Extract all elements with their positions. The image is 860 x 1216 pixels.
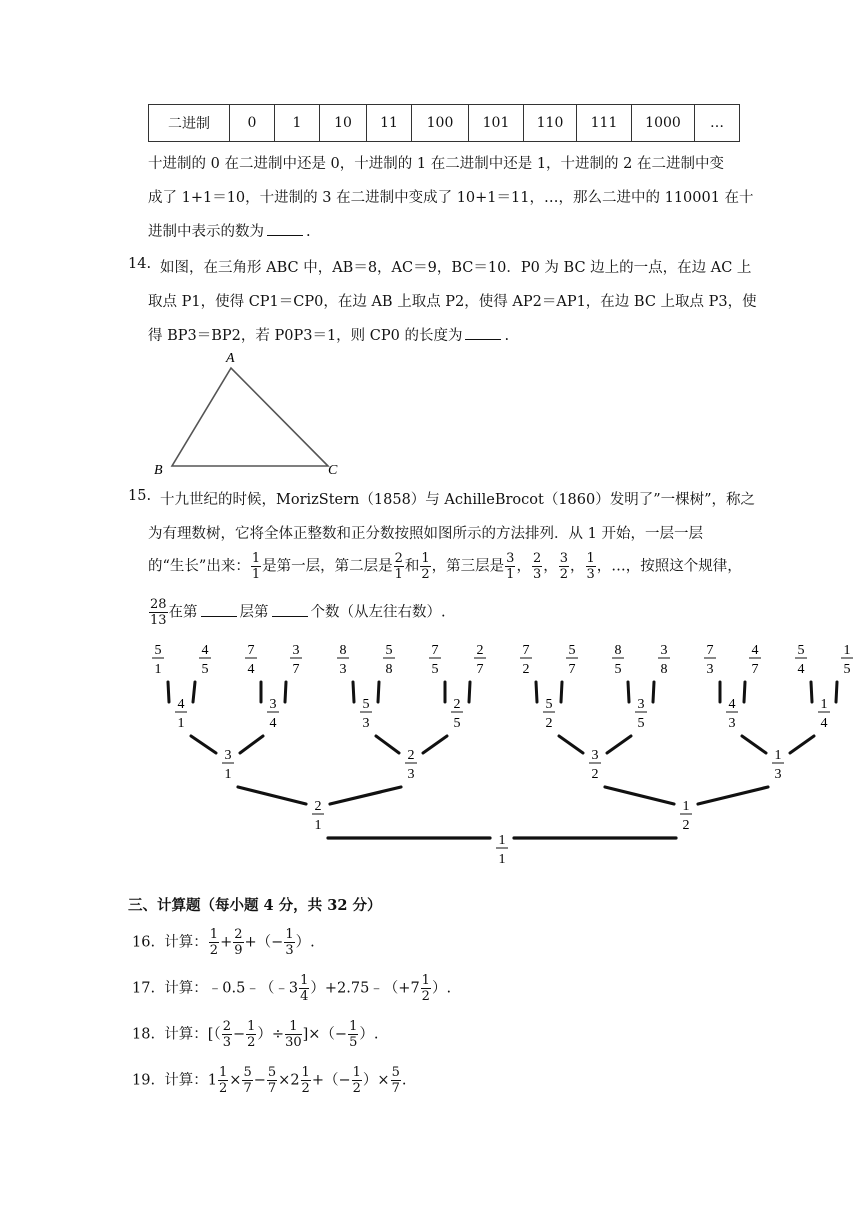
tree-node: [383, 643, 395, 677]
tree-numerator: 2: [476, 643, 484, 658]
tree-node: [795, 643, 807, 677]
tree-numerator: 4: [201, 643, 209, 658]
fraction: $\frac{1}{4}$: [300, 973, 309, 1004]
tree-numerator: 3: [637, 697, 645, 712]
tree-edge: [790, 736, 814, 753]
tree-node: [841, 643, 853, 677]
q17-label: 计算：: [164, 980, 208, 997]
tree-numerator: 3: [591, 748, 599, 763]
q17-tail: ）.: [431, 980, 452, 997]
answer-blank: [201, 616, 237, 617]
tree-edge: [240, 736, 263, 753]
q15-line1: 十九世纪的时候，MorizStern（1858）与 AchilleBrocot（1860）发明了”一棵树”，称之: [160, 492, 756, 508]
tree-denominator: 8: [385, 662, 393, 677]
tree-denominator: 2: [545, 716, 553, 731]
q16: 16. 计算： $\frac{1}{2}$ + $\frac{2}{9}$ +（− $\frac{1}{3}$ ）.: [132, 927, 315, 958]
q18-part: [（: [207, 1026, 221, 1043]
tree-edge: [353, 682, 354, 702]
q15-line4: [148, 598, 446, 627]
tree-node: [635, 697, 647, 731]
section-title: 三、计算题（每小题 4 分，共 32 分）: [128, 897, 382, 914]
tree-node: [589, 748, 601, 782]
tree-numerator: 5: [154, 643, 162, 658]
q13-line3-end: .: [306, 224, 311, 240]
q13-line2: 成了 1+1＝10，十进制的 3 在二进制中变成了 10+1＝11，…，那么二进中的 110001 在十: [148, 190, 754, 206]
fraction: $\frac{1}{2}$: [247, 1019, 256, 1050]
tree-numerator: 7: [247, 643, 255, 658]
tree-node: [312, 799, 324, 833]
fraction: $\frac{5}{7}$: [267, 1065, 277, 1096]
fraction: $\frac{5}{7}$: [391, 1065, 400, 1096]
tree-node: [222, 748, 234, 782]
fraction: $\frac{5}{7}$: [243, 1065, 252, 1096]
tree-node: [726, 697, 738, 731]
tree-edge: [605, 787, 674, 804]
q15-number: 15.: [128, 488, 152, 504]
tree-node: [405, 748, 417, 782]
tree-node: [451, 697, 463, 731]
tree-node: [474, 643, 486, 677]
q14-line3: [148, 324, 509, 345]
tree-denominator: 4: [269, 716, 277, 731]
q19-label: 计算：: [164, 1072, 208, 1089]
tree-edge: [536, 682, 537, 702]
tree-denominator: 7: [751, 662, 759, 677]
tree-edge: [423, 736, 447, 753]
triangle-abc: [172, 368, 328, 466]
tree-node: [245, 643, 257, 677]
q17-number: 17.: [132, 980, 156, 997]
q15-text: 是第一层，第二层是: [262, 558, 393, 575]
tree-denominator: 5: [201, 662, 209, 677]
fraction: $\frac{3}{1}$: [506, 551, 515, 582]
tree-denominator: 3: [362, 716, 370, 731]
tree-node: [566, 643, 578, 677]
q14-line3-text: 得 BP3＝BP2，若 P0P3＝1，则 CP0 的长度为: [148, 328, 463, 344]
tree-numerator: 1: [774, 748, 782, 763]
fraction: $\frac{1}{5}$: [349, 1019, 358, 1050]
table-cell: 1000: [632, 105, 695, 142]
q15-text: 个数（从左往右数）.: [310, 604, 446, 621]
binary-table: [148, 104, 740, 142]
tree-numerator: 1: [498, 833, 506, 848]
tree-denominator: 4: [797, 662, 805, 677]
tree-numerator: 5: [797, 643, 805, 658]
tree-node: [772, 748, 784, 782]
tree-node: [520, 643, 532, 677]
tree-edge: [811, 682, 812, 702]
vertex-label-c: C: [328, 463, 338, 478]
tree-denominator: 5: [614, 662, 622, 677]
tree-numerator: 2: [453, 697, 461, 712]
q19-tail: .: [401, 1072, 407, 1089]
tree-edge: [330, 787, 401, 804]
tree-edge: [836, 682, 837, 702]
tree-numerator: 3: [660, 643, 668, 658]
q13-line3: [148, 220, 311, 241]
triangle-figure: [140, 348, 360, 478]
tree-numerator: 5: [362, 697, 370, 712]
q15-text: 在第: [168, 604, 198, 621]
tree-node: [429, 643, 441, 677]
tree-node: [175, 697, 187, 731]
q19: 19. 计算：1 $\frac{1}{2}$ × $\frac{5}{7}$ − $\frac{5}{7}$ ×2 $\frac{1}{2}$ +（− $\frac{1}{2}$ ）× $\frac{5}{7}$ .: [132, 1065, 407, 1096]
q16-number: 16.: [132, 934, 156, 951]
answer-blank: [465, 339, 501, 340]
tree-denominator: 4: [820, 716, 828, 731]
fraction: $\frac{3}{2}$: [559, 551, 569, 582]
fraction: $\frac{1}{2}$: [352, 1065, 361, 1096]
fraction: $\frac{1}{2}$: [209, 927, 219, 958]
tree-denominator: 3: [407, 767, 415, 782]
tree-numerator: 1: [820, 697, 828, 712]
tree-denominator: 4: [247, 662, 255, 677]
tree-numerator: 1: [682, 799, 690, 814]
tree-edge: [742, 736, 766, 753]
tree-numerator: 5: [568, 643, 576, 658]
table-cell: 0: [230, 105, 275, 142]
table-cell: 10: [320, 105, 367, 142]
tree-denominator: 7: [476, 662, 484, 677]
tree-edge: [698, 787, 768, 804]
q15-text: ，…，按照这个规律，: [596, 558, 742, 575]
tree-node: [612, 643, 624, 677]
tree-denominator: 1: [224, 767, 232, 782]
tree-numerator: 7: [522, 643, 530, 658]
fraction: $\frac{1}{2}$: [421, 973, 430, 1004]
tree-numerator: 4: [751, 643, 759, 658]
fraction-target: $\frac{28}{13}$: [150, 597, 167, 628]
q13-line3-text: 进制中表示的数为: [148, 224, 264, 240]
tree-denominator: 1: [154, 662, 162, 677]
tree-numerator: 2: [407, 748, 415, 763]
tree-denominator: 5: [453, 716, 461, 731]
q17-expr: ﹣0.5﹣（﹣3: [207, 980, 299, 997]
tree-node: [267, 697, 279, 731]
q15-line2: 为有理数树，它将全体正整数和正分数按照如图所示的方法排列．从 1 开始，一层一层: [148, 526, 703, 542]
vertex-label-a: A: [226, 351, 235, 366]
q19-number: 19.: [132, 1072, 156, 1089]
fraction: $\frac{2}{3}$: [532, 551, 542, 582]
fraction: $\frac{1}{3}$: [586, 551, 595, 582]
q18-number: 18.: [132, 1026, 156, 1043]
tree-denominator: 5: [431, 662, 439, 677]
q14-line1: 如图，在三角形 ABC 中，AB＝8，AC＝9，BC＝10．P0 为 BC 边上的一点，在边 AC 上: [160, 260, 752, 276]
q14-number: 14.: [128, 256, 152, 272]
tree-denominator: 5: [637, 716, 645, 731]
tree-numerator: 7: [431, 643, 439, 658]
q18-part: ]×（−: [302, 1026, 348, 1043]
q18: 18. 计算：[（ $\frac{2}{3}$ − $\frac{1}{2}$ ）÷ $\frac{1}{30}$ ]×（− $\frac{1}{5}$ ）.: [132, 1019, 379, 1050]
q17-mid: ）+2.75﹣（+7: [310, 980, 420, 997]
q14-line3-end: .: [504, 328, 510, 344]
table-cell: 110: [524, 105, 577, 142]
tree-node: [818, 697, 830, 731]
tree-edge: [744, 682, 745, 702]
tree-numerator: 3: [269, 697, 277, 712]
q15-text: 和: [404, 558, 420, 575]
tree-edge: [607, 736, 631, 753]
tree-node: [199, 643, 211, 677]
table-row: [149, 105, 740, 142]
q18-part: ）÷: [257, 1026, 285, 1043]
tree-denominator: 3: [728, 716, 736, 731]
answer-blank: [272, 616, 308, 617]
tree-denominator: 2: [682, 818, 690, 833]
tree-node: [658, 643, 670, 677]
tree-numerator: 8: [614, 643, 622, 658]
q18-tail: ）.: [359, 1026, 379, 1043]
answer-blank: [267, 235, 303, 236]
table-cell: 1: [275, 105, 320, 142]
tree-denominator: 3: [706, 662, 714, 677]
tree-numerator: 3: [292, 643, 300, 658]
q16-tail: .: [310, 934, 315, 951]
tree-edge: [168, 682, 169, 702]
tree-numerator: 5: [385, 643, 393, 658]
tree-node: [680, 799, 692, 833]
tree-node: [360, 697, 372, 731]
tree-numerator: 4: [177, 697, 185, 712]
tree-edge: [193, 682, 195, 702]
tree-denominator: 8: [660, 662, 668, 677]
tree-edge: [238, 787, 306, 804]
q17: [132, 974, 451, 1003]
tree-denominator: 1: [498, 852, 506, 867]
fraction: $\frac{1}{2}$: [301, 1065, 310, 1096]
tree-denominator: 7: [568, 662, 576, 677]
tree-denominator: 1: [314, 818, 322, 833]
q13-line1: 十进制的 0 在二进制中还是 0，十进制的 1 在二进制中还是 1，十进制的 2 在二进制中变: [148, 156, 724, 172]
tree-node: [337, 643, 349, 677]
tree-node: [543, 697, 555, 731]
q15-text: 的“生长”出来：: [148, 558, 250, 575]
tree-edge: [561, 682, 562, 702]
vertex-label-b: B: [154, 463, 163, 478]
tree-denominator: 1: [177, 716, 185, 731]
tree-edge: [559, 736, 583, 753]
fraction: $\frac{1}{2}$: [421, 551, 430, 582]
fraction: $\frac{2}{1}$: [394, 551, 403, 582]
tree-edge: [191, 736, 216, 753]
tree-node: [152, 643, 164, 677]
tree-node: [749, 643, 761, 677]
fraction: $\frac{1}{1}$: [251, 551, 261, 582]
table-cell: 11: [367, 105, 412, 142]
q15-text: ，第三层是: [431, 558, 505, 575]
tree-numerator: 7: [706, 643, 714, 658]
tree-edge: [285, 682, 286, 702]
q16-label: 计算：: [164, 934, 208, 951]
tree-denominator: 2: [591, 767, 599, 782]
tree-numerator: 1: [843, 643, 851, 658]
q18-label: 计算：: [164, 1026, 208, 1043]
table-header-cell: 二进制: [149, 105, 230, 142]
tree-edge: [628, 682, 629, 702]
q14-line2: 取点 P1，使得 CP1＝CP0，在边 AB 上取点 P2，使得 AP2＝AP1，在边 BC 上取点 P3，使: [148, 294, 757, 310]
fraction: $\frac{2}{9}$: [234, 927, 243, 958]
table-cell: 100: [412, 105, 469, 142]
tree-numerator: 4: [728, 697, 736, 712]
tree-node: [290, 643, 302, 677]
q15-text: 层第: [239, 604, 269, 621]
tree-denominator: 3: [774, 767, 782, 782]
tree-denominator: 5: [843, 662, 851, 677]
tree-denominator: 7: [292, 662, 300, 677]
tree-denominator: 2: [522, 662, 530, 677]
table-cell: 101: [469, 105, 524, 142]
tree-edge: [653, 682, 654, 702]
tree-node: [704, 643, 716, 677]
stern-brocot-tree: [0, 636, 860, 886]
table-cell: …: [695, 105, 740, 142]
tree-numerator: 3: [224, 748, 232, 763]
tree-numerator: 5: [545, 697, 553, 712]
tree-node: [496, 833, 508, 867]
fraction: $\frac{2}{3}$: [222, 1019, 231, 1050]
tree-numerator: 8: [339, 643, 347, 658]
tree-denominator: 3: [339, 662, 347, 677]
table-cell: 111: [577, 105, 632, 142]
tree-edge: [378, 682, 379, 702]
tree-edge: [376, 736, 399, 753]
fraction: $\frac{1}{3}$: [285, 927, 294, 958]
fraction: $\frac{1}{30}$: [285, 1019, 302, 1050]
tree-edge: [469, 682, 470, 702]
fraction: $\frac{1}{2}$: [219, 1065, 228, 1096]
tree-numerator: 2: [314, 799, 322, 814]
q15-line3: 的“生长”出来： $\frac{1}{1}$ 是第一层，第二层是 $\frac{2}{1}$ 和 $\frac{1}{2}$ ，第三层是 $\frac{3}{1}$ ， $\frac{2}{3}$ ， $\frac{3}{2}$ ， $\frac{1}{3}$ ，…，按照这个规律，: [148, 551, 742, 582]
